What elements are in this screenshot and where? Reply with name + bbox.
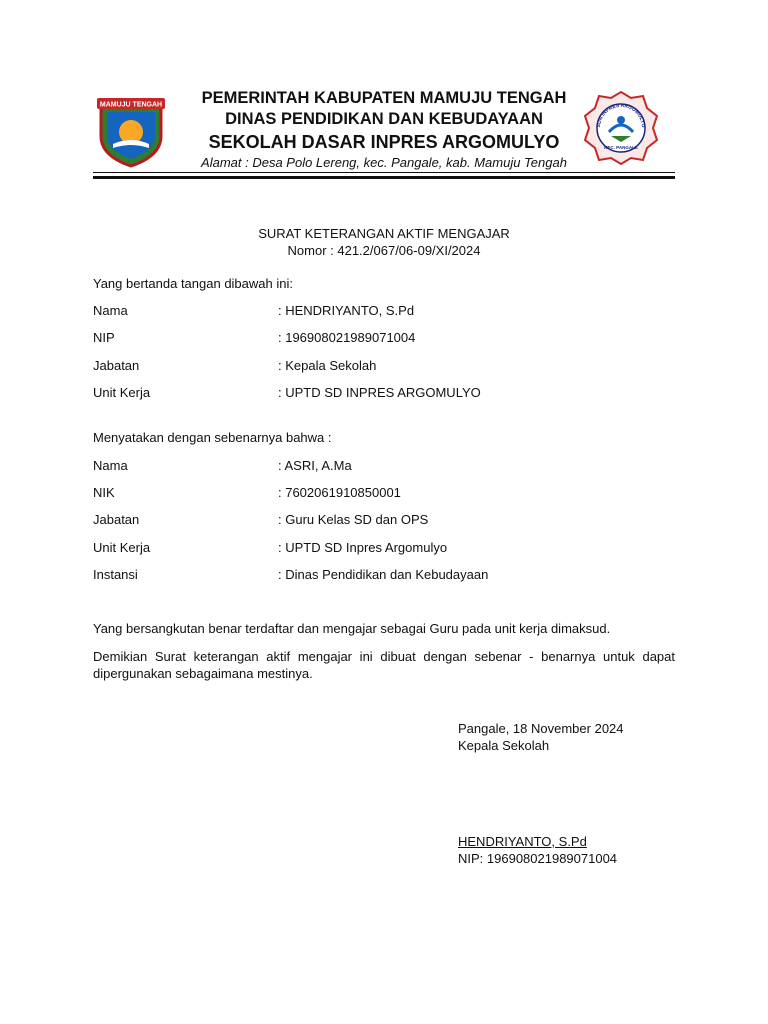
- letterhead-address: Alamat : Desa Polo Lereng, kec. Pangale, kab. Mamuju Tengah: [201, 155, 567, 170]
- signer-value-nip: : 196908021989071004: [278, 330, 416, 345]
- subject-value-jabatan: : Guru Kelas SD dan OPS: [278, 512, 429, 527]
- subject-value-instansi: : Dinas Pendidikan dan Kebudayaan: [278, 567, 489, 582]
- letterhead-rule-thick: [93, 176, 675, 179]
- signer-value-unit-kerja: : UPTD SD INPRES ARGOMULYO: [278, 385, 481, 400]
- kabupaten-emblem-icon: [93, 92, 169, 168]
- body-paragraph-2: Demikian Surat keterangan aktif mengajar ini dibuat dengan sebenar - benarnya untuk dapat dipergunakan sebagaimana mestinya.: [93, 649, 675, 681]
- subject-label-nik: NIK: [93, 485, 115, 500]
- signer-label-unit-kerja: Unit Kerja: [93, 385, 151, 400]
- subject-label-jabatan: Jabatan: [93, 512, 140, 527]
- letterhead-rule-thin: [93, 172, 675, 173]
- signature-nip: NIP: 196908021989071004: [458, 851, 618, 866]
- school-emblem-icon: [583, 90, 659, 166]
- subject-label-unit-kerja: Unit Kerja: [93, 540, 151, 555]
- intro-text: Yang bertanda tangan dibawah ini:: [93, 276, 293, 291]
- letter-title-block: [93, 225, 675, 259]
- school-emblem-text-bottom: KEC. PANGALE: [604, 145, 638, 150]
- signer-value-nama: : HENDRIYANTO, S.Pd: [278, 303, 415, 318]
- subject-value-nama: : ASRI, A.Ma: [278, 458, 352, 473]
- statement-text: Menyatakan dengan sebenarnya bahwa :: [93, 430, 332, 445]
- subject-label-instansi: Instansi: [93, 567, 138, 582]
- letterhead-government: PEMERINTAH KABUPATEN MAMUJU TENGAH: [201, 89, 567, 107]
- body-paragraph-1: Yang bersangkutan benar terdaftar dan mengajar sebagai Guru pada unit kerja dimaksud.: [93, 621, 611, 636]
- subject-value-unit-kerja: : UPTD SD Inpres Argomulyo: [278, 540, 448, 555]
- signer-label-nama: Nama: [93, 303, 128, 318]
- signature-name: HENDRIYANTO, S.Pd: [458, 834, 587, 849]
- subject-label-nama: Nama: [93, 458, 128, 473]
- signature-place-date: Pangale, 18 November 2024: [458, 721, 624, 736]
- signature-position: Kepala Sekolah: [458, 738, 550, 753]
- signer-label-jabatan: Jabatan: [93, 358, 140, 373]
- emblem-text: MAMUJU TENGAH: [99, 101, 163, 109]
- letter-title: SURAT KETERANGAN AKTIF MENGAJAR: [258, 226, 510, 241]
- letterhead: [93, 85, 675, 185]
- signer-label-nip: NIP: [93, 330, 115, 345]
- signer-value-jabatan: : Kepala Sekolah: [278, 358, 377, 373]
- letterhead-school: SEKOLAH DASAR INPRES ARGOMULYO: [208, 132, 560, 152]
- school-emblem-text-top: SDN INPRES ARGOMULYO: [595, 102, 647, 128]
- subject-value-nik: : 7602061910850001: [278, 485, 401, 500]
- letter-number: Nomor : 421.2/067/06-09/XI/2024: [287, 243, 481, 258]
- letterhead-department: DINAS PENDIDIKAN DAN KEBUDAYAAN: [225, 110, 543, 128]
